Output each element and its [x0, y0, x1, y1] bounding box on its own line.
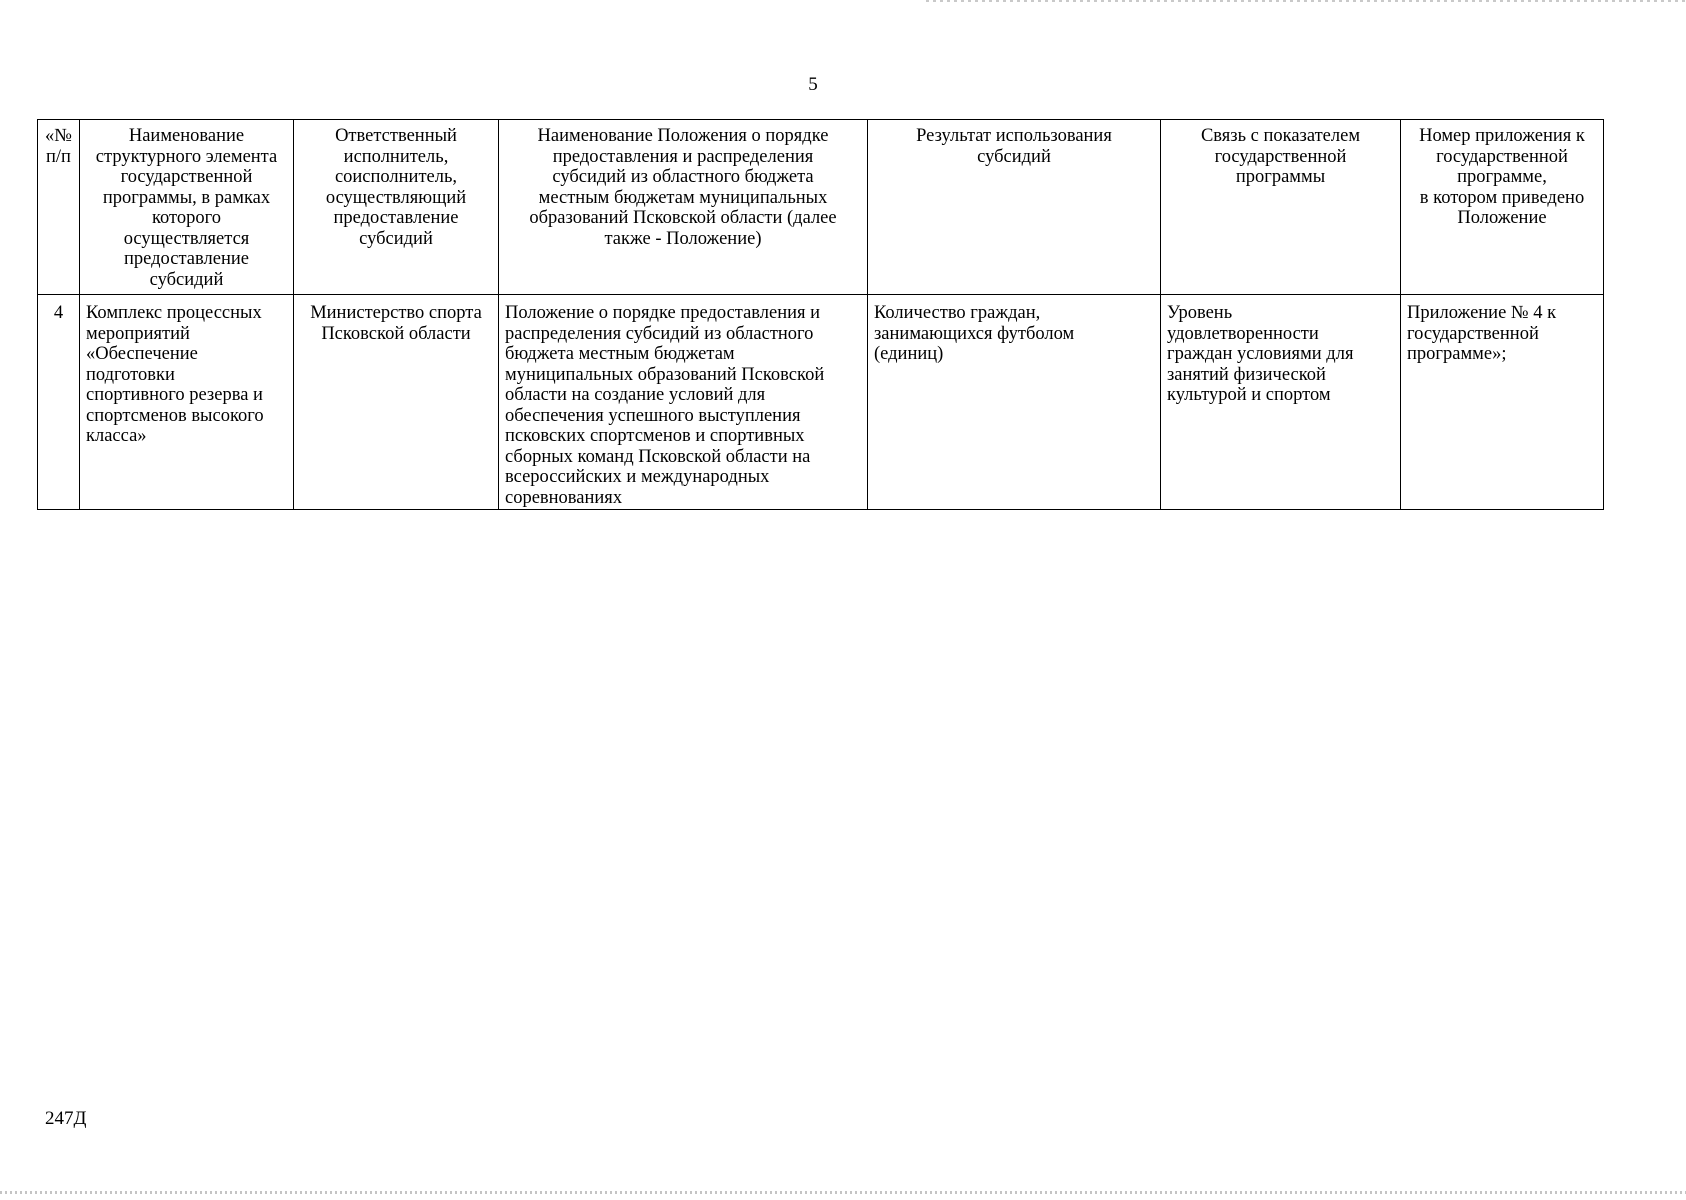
header-cell-subsidy-result: Результат использования субсидий [868, 120, 1161, 295]
table-header-row [38, 120, 1604, 295]
header-cell-number: «№ п/п [38, 120, 80, 295]
header-cell-indicator-link: Связь с показателем государственной программы [1161, 120, 1401, 295]
cell-regulation-name: Положение о порядке предоставления и распределения субсидий из областного бюджета местным бюджетам муниципальных образований Псковской области на создание условий для обеспечения успешного выступления псковских спортсменов и спортивных сборных команд Псковской области на всероссийских и международных соревнованиях [499, 295, 868, 510]
header-cell-appendix-number: Номер приложения к государственной программе, в котором приведено Положение [1401, 120, 1604, 295]
cell-number: 4 [38, 295, 80, 510]
document-code: 247Д [45, 1108, 87, 1129]
cell-subsidy-result: Количество граждан, занимающихся футболом (единиц) [868, 295, 1161, 510]
header-cell-structural-element: Наименование структурного элемента государственной программы, в рамках которого осуществляется предоставление субсидий [80, 120, 294, 295]
page-number: 5 [808, 74, 818, 95]
cell-appendix-number: Приложение № 4 к государственной программе»; [1401, 295, 1604, 510]
table-row [38, 295, 1604, 510]
cell-responsible-executor: Министерство спорта Псковской области [294, 295, 499, 510]
header-cell-responsible-executor: Ответственный исполнитель, соисполнитель, осуществляющий предоставление субсидий [294, 120, 499, 295]
subsidy-table [37, 119, 1604, 510]
scan-edge-top [926, 0, 1686, 2]
scan-edge-bottom [0, 1191, 1686, 1194]
cell-structural-element: Комплекс процессных мероприятий «Обеспечение подготовки спортивного резерва и спортсменов высокого класса» [80, 295, 294, 510]
cell-indicator-link: Уровень удовлетворенности граждан условиями для занятий физической культурой и спортом [1161, 295, 1401, 510]
header-cell-regulation-name: Наименование Положения о порядке предоставления и распределения субсидий из областного бюджета местным бюджетам муниципальных образований Псковской области (далее также - Положение) [499, 120, 868, 295]
